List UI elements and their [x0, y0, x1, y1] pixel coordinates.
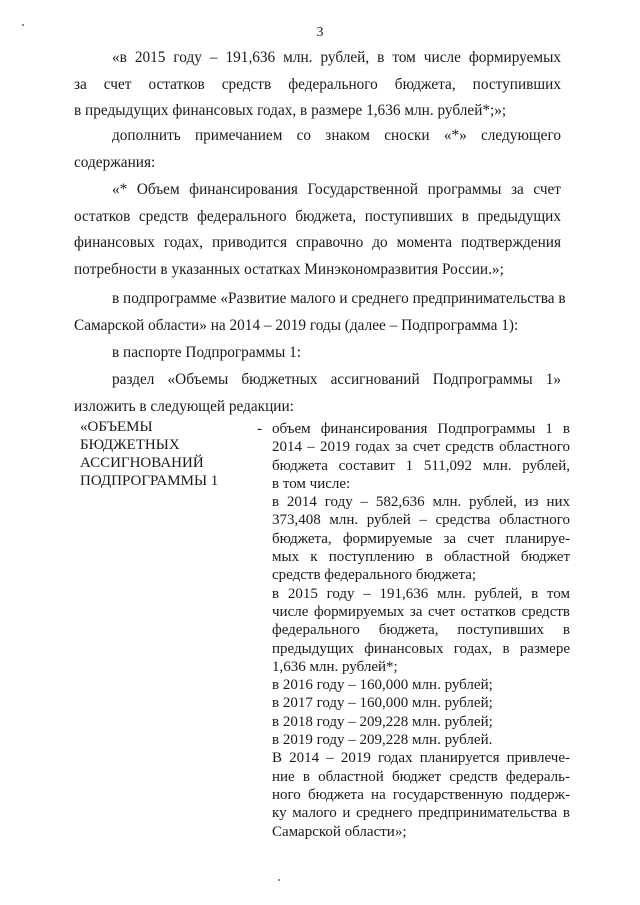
table-left-line: «ОБЪЕМЫ: [80, 419, 153, 435]
text-line: за счет остатков средств федерального бюджета, поступивших: [74, 75, 561, 93]
table-right-line: в 2019 году – 209,228 млн. рублей.: [272, 732, 493, 749]
page-number: 3: [316, 25, 324, 40]
paragraph-add-footnote: [74, 123, 561, 176]
text-line: в подпрограмме «Развитие малого и среднего предпринимательства в: [112, 290, 566, 307]
table-right-line: 373,408 млн. рублей – средства областного: [272, 512, 570, 529]
table-right-line: ние в областной бюджет средств федераль-: [272, 768, 570, 785]
table-right-line: мых к поступлению в областной бюджет: [272, 549, 570, 566]
text-line: Самарской области» на 2014 – 2019 годы (далее – Подпрограмма 1):: [74, 316, 519, 334]
scan-speck: [22, 24, 24, 26]
paragraph-amendment-2015: [74, 45, 561, 125]
text-line: раздел «Объемы бюджетных ассигнований Подпрограммы 1»: [112, 371, 561, 388]
table-right-line: в том числе:: [272, 475, 351, 492]
table-right-line: бюджета составит 1 511,092 млн. рублей,: [272, 457, 570, 474]
table-right-line: предыдущих финансовых годах, в размере: [272, 640, 570, 657]
table-right-column: [272, 420, 570, 841]
table-right-line: в 2018 году – 209,228 млн. рублей;: [272, 713, 493, 730]
table-right-line: бюджета, формируемые за счет планируе-: [272, 530, 570, 547]
text-line: дополнить примечанием со знаком сноски «*» следующего: [112, 127, 561, 144]
table-right-line: 1,636 млн. рублей*;: [272, 658, 398, 675]
paragraph-passport: [74, 340, 561, 367]
table-right-line: в 2016 году – 160,000 млн. рублей;: [272, 677, 493, 694]
table-right-line: в 2014 году – 582,636 млн. рублей, из них: [272, 494, 570, 511]
text-line: «* Объем финансирования Государственной программы за счет: [112, 181, 561, 198]
text-line: потребности в указанных остатках Минэкономразвития России.»;: [74, 260, 504, 278]
table-right-line: федерального бюджета, поступивших в: [272, 622, 570, 639]
table-right-line: ку малого и среднего предпринимательства в: [272, 805, 570, 822]
paragraph-footnote-text: [74, 177, 561, 283]
text-line: в паспорте Подпрограммы 1:: [112, 344, 301, 361]
table-left-column: [80, 418, 250, 490]
text-line: содержания:: [74, 153, 156, 171]
text-line: остатков средств федерального бюджета, поступивших в предыдущих: [74, 207, 561, 225]
table-right-line: В 2014 – 2019 годах планируется привлече-: [272, 750, 570, 767]
text-line: «в 2015 году – 191,636 млн. рублей, в том числе формируемых: [112, 49, 561, 66]
table-left-line: АССИГНОВАНИЙ: [80, 455, 204, 471]
table-right-line: объем финансирования Подпрограммы 1 в: [272, 421, 570, 437]
paragraph-section-edit: [74, 367, 561, 420]
table-right-line: в 2015 году – 191,636 млн. рублей, в том: [272, 585, 570, 602]
table-right-line: числе формируемых за счет остатков средств: [272, 603, 570, 620]
table-right-line: ного бюджета на государственную поддерж-: [272, 786, 570, 803]
paragraph-subprogram: [74, 286, 566, 339]
table-right-line: 2014 – 2019 годах за счет средств областного: [272, 439, 570, 456]
table-dash: -: [257, 421, 262, 437]
table-right-line: в 2017 году – 160,000 млн. рублей;: [272, 695, 493, 712]
text-line: изложить в следующей редакции:: [74, 397, 294, 415]
table-left-line: ПОДПРОГРАММЫ 1: [80, 473, 219, 489]
scan-speck: [278, 879, 280, 881]
text-line: финансовых годах, приводится справочно до момента подтверждения: [74, 234, 561, 251]
table-right-line: средств федерального бюджета;: [272, 567, 477, 584]
text-line: в предыдущих финансовых годах, в размере 1,636 млн. рублей*;»;: [74, 102, 507, 119]
table-left-line: БЮДЖЕТНЫХ: [80, 437, 180, 453]
table-right-line: Самарской области»;: [272, 823, 407, 840]
